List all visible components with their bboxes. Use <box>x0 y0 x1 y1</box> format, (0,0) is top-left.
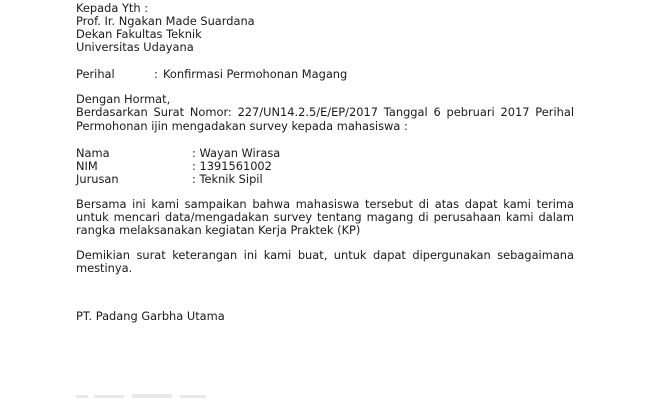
recipient-name: Prof. Ir. Ngakan Made Suardana <box>76 14 255 28</box>
recipient-salutation: Kepada Yth : <box>76 1 149 15</box>
student-name-value: : Wayan Wirasa <box>192 146 281 160</box>
company-name: PT. Padang Garbha Utama <box>76 309 225 323</box>
signature-smudge <box>76 392 236 400</box>
closing-line-1: Demikian surat keterangan ini kami buat, untuk dapat dipergunakan sebagaimana <box>76 248 574 262</box>
student-nim-label: NIM <box>76 159 98 173</box>
student-major-label: Jurusan <box>76 172 119 186</box>
recipient-institution: Universitas Udayana <box>76 40 194 54</box>
body-line-3: rangka melaksanakan kegiatan Kerja Praktek (KP) <box>76 223 361 237</box>
subject-value: Konfirmasi Permohonan Magang <box>163 67 348 81</box>
student-name-label: Nama <box>76 146 110 160</box>
body-line-1: Bersama ini kami sampaikan bahwa mahasiswa tersebut di atas dapat kami terima <box>76 197 574 211</box>
recipient-position: Dekan Fakultas Teknik <box>76 27 202 41</box>
opening-greeting: Dengan Hormat, <box>76 92 171 106</box>
subject-colon: : <box>154 67 158 81</box>
closing-line-2: mestinya. <box>76 261 133 275</box>
subject-label: Perihal <box>76 67 115 81</box>
student-nim-value: : 1391561002 <box>192 159 272 173</box>
student-major-value: : Teknik Sipil <box>192 172 263 186</box>
intro-line-1: Berdasarkan Surat Nomor: 227/UN14.2.5/E/EP/2017 Tanggal 6 pebruari 2017 Perihal <box>76 105 574 119</box>
body-line-2: untuk mencari data/mengadakan survey tentang magang di perusahaan kami dalam <box>76 210 574 224</box>
intro-line-2: Permohonan ijin mengadakan survey kepada mahasiswa : <box>76 119 408 133</box>
